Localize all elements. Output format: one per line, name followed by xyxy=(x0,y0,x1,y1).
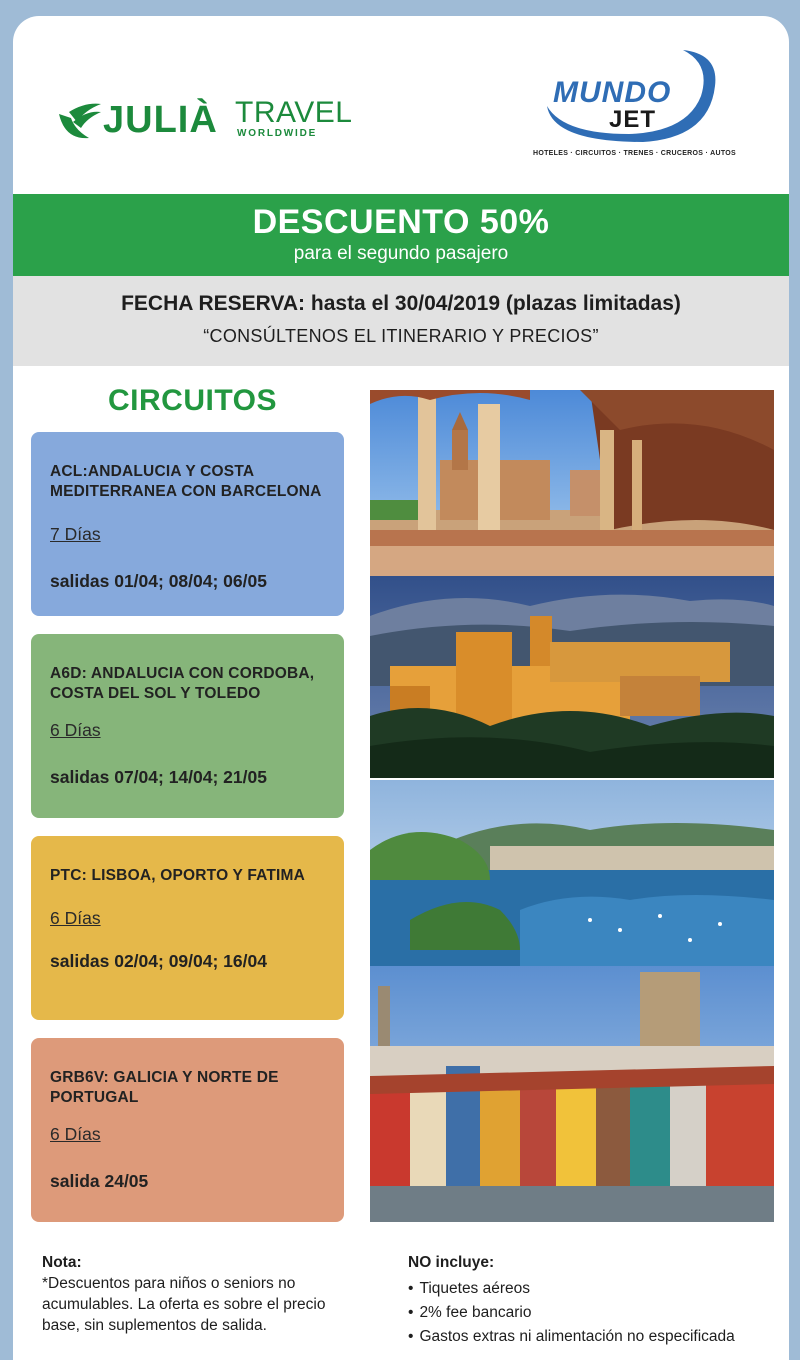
not-included-item: • 2% fee bancario xyxy=(408,1301,788,1325)
booking-banner xyxy=(13,276,789,366)
note-text: *Descuentos para niños o seniors no acumulables. La oferta es sobre el precio base, sin suplementos de salida. xyxy=(42,1275,326,1334)
discount-banner xyxy=(13,194,789,276)
julia-logo-travel: TRAVEL xyxy=(235,96,353,129)
mundo-logo-jet: JET xyxy=(609,106,657,133)
tour-name: A6D: ANDALUCIA CON CORDOBA, COSTA DEL SOL Y TOLEDO xyxy=(50,665,315,702)
note-title: Nota: xyxy=(42,1254,82,1271)
photo-alhambra xyxy=(370,576,774,778)
not-included-block xyxy=(408,1252,788,1349)
booking-deadline: FECHA RESERVA: hasta el 30/04/2019 (plazas limitadas) xyxy=(121,292,681,315)
discount-headline: DESCUENTO 50% xyxy=(252,203,550,241)
not-included-item: • Tiquetes aéreos xyxy=(408,1277,788,1301)
photo-sevilla xyxy=(370,390,774,576)
tour-departures: salidas 07/04; 14/04; 21/05 xyxy=(50,767,267,787)
julia-travel-logo xyxy=(55,96,353,146)
tour-card-acl[interactable] xyxy=(31,432,344,616)
tour-card-grb6v[interactable] xyxy=(31,1038,344,1222)
photo-san-sebastian xyxy=(370,780,774,966)
tour-name: ACL:ANDALUCIA Y COSTA MEDITERRANEA CON BARCELONA xyxy=(50,463,322,500)
tour-name: GRB6V: GALICIA Y NORTE DE PORTUGAL xyxy=(50,1069,279,1106)
mundo-jet-logo xyxy=(533,46,736,166)
discount-subline: para el segundo pasajero xyxy=(293,243,509,264)
tour-card-a6d[interactable] xyxy=(31,634,344,818)
tour-departures: salidas 01/04; 08/04; 06/05 xyxy=(50,571,267,591)
julia-logo-word: JULIÀ xyxy=(103,99,218,141)
photo-oporto xyxy=(370,966,774,1222)
tour-days: 6 Días xyxy=(50,1124,101,1144)
section-title: CIRCUITOS xyxy=(108,384,277,417)
tour-days: 6 Días xyxy=(50,908,101,928)
tour-card-ptc[interactable] xyxy=(31,836,344,1020)
tour-days: 6 Días xyxy=(50,720,101,740)
note-block xyxy=(42,1252,362,1336)
tour-days: 7 Días xyxy=(50,524,101,544)
tour-name: PTC: LISBOA, OPORTO Y FATIMA xyxy=(50,867,306,884)
tour-departures: salida 24/05 xyxy=(50,1171,149,1191)
julia-logo-worldwide: WORLDWIDE xyxy=(237,128,318,139)
consult-note: “CONSÚLTENOS EL ITINERARIO Y PRECIOS” xyxy=(203,326,599,346)
tour-departures: salidas 02/04; 09/04; 16/04 xyxy=(50,951,267,971)
not-included-title: NO incluye: xyxy=(408,1254,495,1271)
mundo-logo-tagline: HOTELES · CIRCUITOS · TRENES · CRUCEROS · AUTOS xyxy=(533,150,736,157)
julia-wing-icon xyxy=(55,100,103,144)
not-included-item: • Gastos extras ni alimentación no especificada xyxy=(408,1325,788,1349)
flyer-card xyxy=(13,16,789,1360)
mundo-logo-top: MUNDO xyxy=(553,76,672,109)
